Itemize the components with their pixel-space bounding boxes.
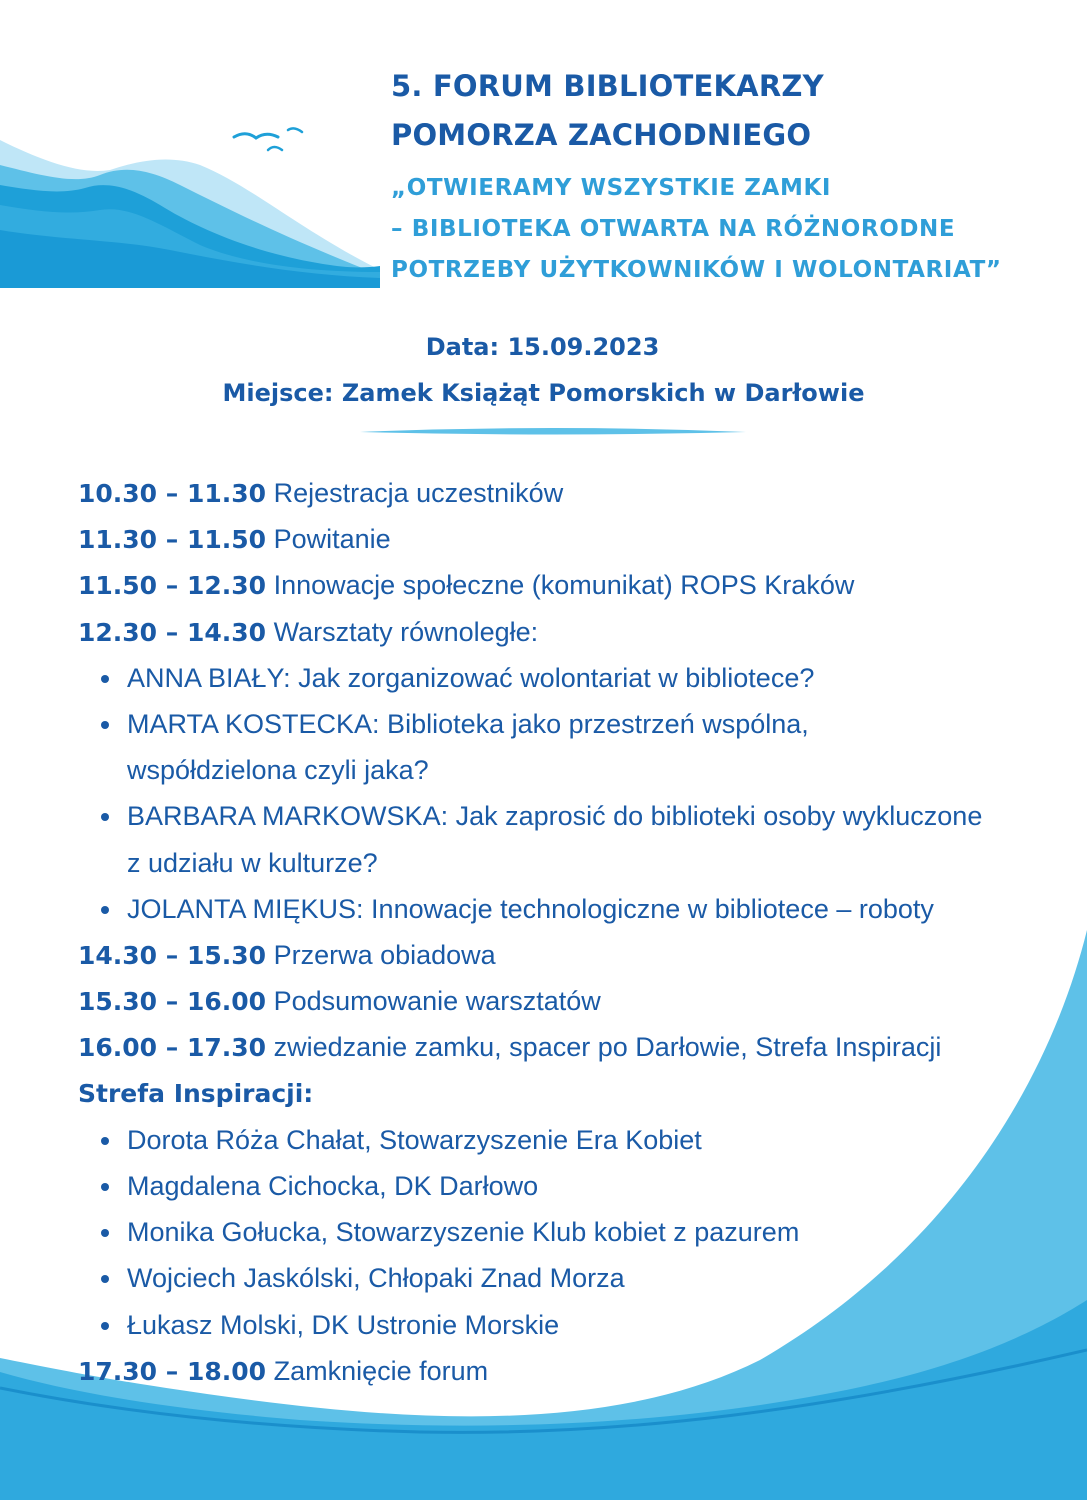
agenda-time: 16.00 – 17.30 bbox=[78, 1033, 267, 1063]
agenda-row bbox=[78, 470, 1068, 516]
bullet-icon bbox=[101, 721, 109, 729]
agenda-label: Powitanie bbox=[273, 524, 391, 555]
agenda-row bbox=[78, 562, 1068, 608]
agenda-row bbox=[78, 1024, 1068, 1070]
agenda-row bbox=[78, 978, 1068, 1024]
event-place: Miejsce: Zamek Książąt Pomorskich w Darłowie bbox=[222, 379, 865, 407]
workshop-text-line-1: JOLANTA MIĘKUS: Innowacje technologiczne w bibliotece – roboty bbox=[127, 893, 934, 924]
workshop-text-line-1: MARTA KOSTECKA: Biblioteka jako przestrzeń wspólna, bbox=[127, 708, 809, 739]
agenda bbox=[78, 470, 1068, 1394]
list-item bbox=[78, 1302, 1068, 1348]
list-item bbox=[78, 655, 1068, 701]
bullet-icon bbox=[101, 1322, 109, 1330]
agenda-label: zwiedzanie zamku, spacer po Darłowie, Strefa Inspiracji bbox=[273, 1032, 942, 1063]
divider bbox=[0, 0, 1087, 450]
inspiration-text: Magdalena Cichocka, DK Darłowo bbox=[127, 1170, 539, 1201]
inspiration-list bbox=[78, 1117, 1068, 1348]
inspiration-text: Wojciech Jaskólski, Chłopaki Znad Morza bbox=[127, 1263, 625, 1294]
workshop-text-line-2: z udziału w kulturze? bbox=[127, 847, 378, 878]
agenda-label: Rejestracja uczestników bbox=[273, 478, 564, 508]
workshop-text-line-1: BARBARA MARKOWSKA: Jak zaprosić do biblioteki osoby wykluczone bbox=[127, 801, 983, 832]
bullet-icon bbox=[101, 675, 109, 683]
agenda-label: Innowacje społeczne (komunikat) ROPS Kraków bbox=[273, 570, 855, 601]
agenda-label: Przerwa obiadowa bbox=[273, 939, 496, 970]
list-item bbox=[78, 793, 1068, 885]
inspiration-heading: Strefa Inspiracji: bbox=[78, 1078, 314, 1108]
agenda-time: 11.50 – 12.30 bbox=[78, 571, 267, 601]
agenda-row bbox=[78, 932, 1068, 978]
agenda-time: 10.30 – 11.30 bbox=[78, 479, 267, 508]
bullet-icon bbox=[101, 813, 109, 821]
list-item bbox=[78, 1163, 1068, 1209]
list-item bbox=[78, 1255, 1068, 1301]
bullet-icon bbox=[101, 906, 109, 914]
workshop-text-line-2: współdzielona czyli jaka? bbox=[127, 755, 429, 786]
workshop-text-line-1: ANNA BIAŁY: Jak zorganizować wolontariat w bibliotece? bbox=[127, 662, 815, 693]
bullet-icon bbox=[101, 1275, 109, 1283]
inspiration-text: Dorota Róża Chałat, Stowarzyszenie Era Kobiet bbox=[127, 1124, 702, 1155]
list-item bbox=[78, 1117, 1068, 1163]
subtitle-line-3: POTRZEBY UŻYTKOWNIKÓW I WOLONTARIAT” bbox=[391, 257, 1002, 283]
subtitle-line-2: – BIBLIOTEKA OTWARTA NA RÓŻNORODNE bbox=[391, 216, 956, 242]
subtitle-line-1: „OTWIERAMY WSZYSTKIE ZAMKI bbox=[391, 175, 832, 201]
agenda-label: Warsztaty równoległe: bbox=[273, 616, 539, 647]
list-item bbox=[78, 886, 1068, 932]
agenda-label: Podsumowanie warsztatów bbox=[273, 986, 601, 1017]
agenda-label: Zamknięcie forum bbox=[273, 1355, 489, 1386]
inspiration-text: Łukasz Molski, DK Ustronie Morskie bbox=[127, 1309, 560, 1340]
bullet-icon bbox=[101, 1183, 109, 1191]
bullet-icon bbox=[101, 1229, 109, 1237]
inspiration-text: Monika Gołucka, Stowarzyszenie Klub kobiet z pazurem bbox=[127, 1217, 800, 1248]
agenda-time: 17.30 – 18.00 bbox=[78, 1356, 267, 1386]
agenda-time: 14.30 – 15.30 bbox=[78, 940, 267, 970]
list-item bbox=[78, 1209, 1068, 1255]
event-date-text: Data: 15.09.2023 bbox=[425, 333, 660, 361]
agenda-time: 15.30 – 16.00 bbox=[78, 987, 267, 1017]
title-line-1: 5. FORUM BIBLIOTEKARZY bbox=[391, 69, 824, 103]
agenda-row bbox=[78, 609, 1068, 655]
bullet-icon bbox=[101, 1137, 109, 1145]
agenda-row bbox=[78, 516, 1068, 562]
workshop-list bbox=[78, 655, 1068, 932]
title-line-2: POMORZA ZACHODNIEGO bbox=[391, 118, 812, 152]
agenda-time: 12.30 – 14.30 bbox=[78, 617, 267, 647]
agenda-row bbox=[78, 1348, 1068, 1394]
agenda-time: 11.30 – 11.50 bbox=[78, 525, 267, 555]
list-item bbox=[78, 701, 1068, 793]
